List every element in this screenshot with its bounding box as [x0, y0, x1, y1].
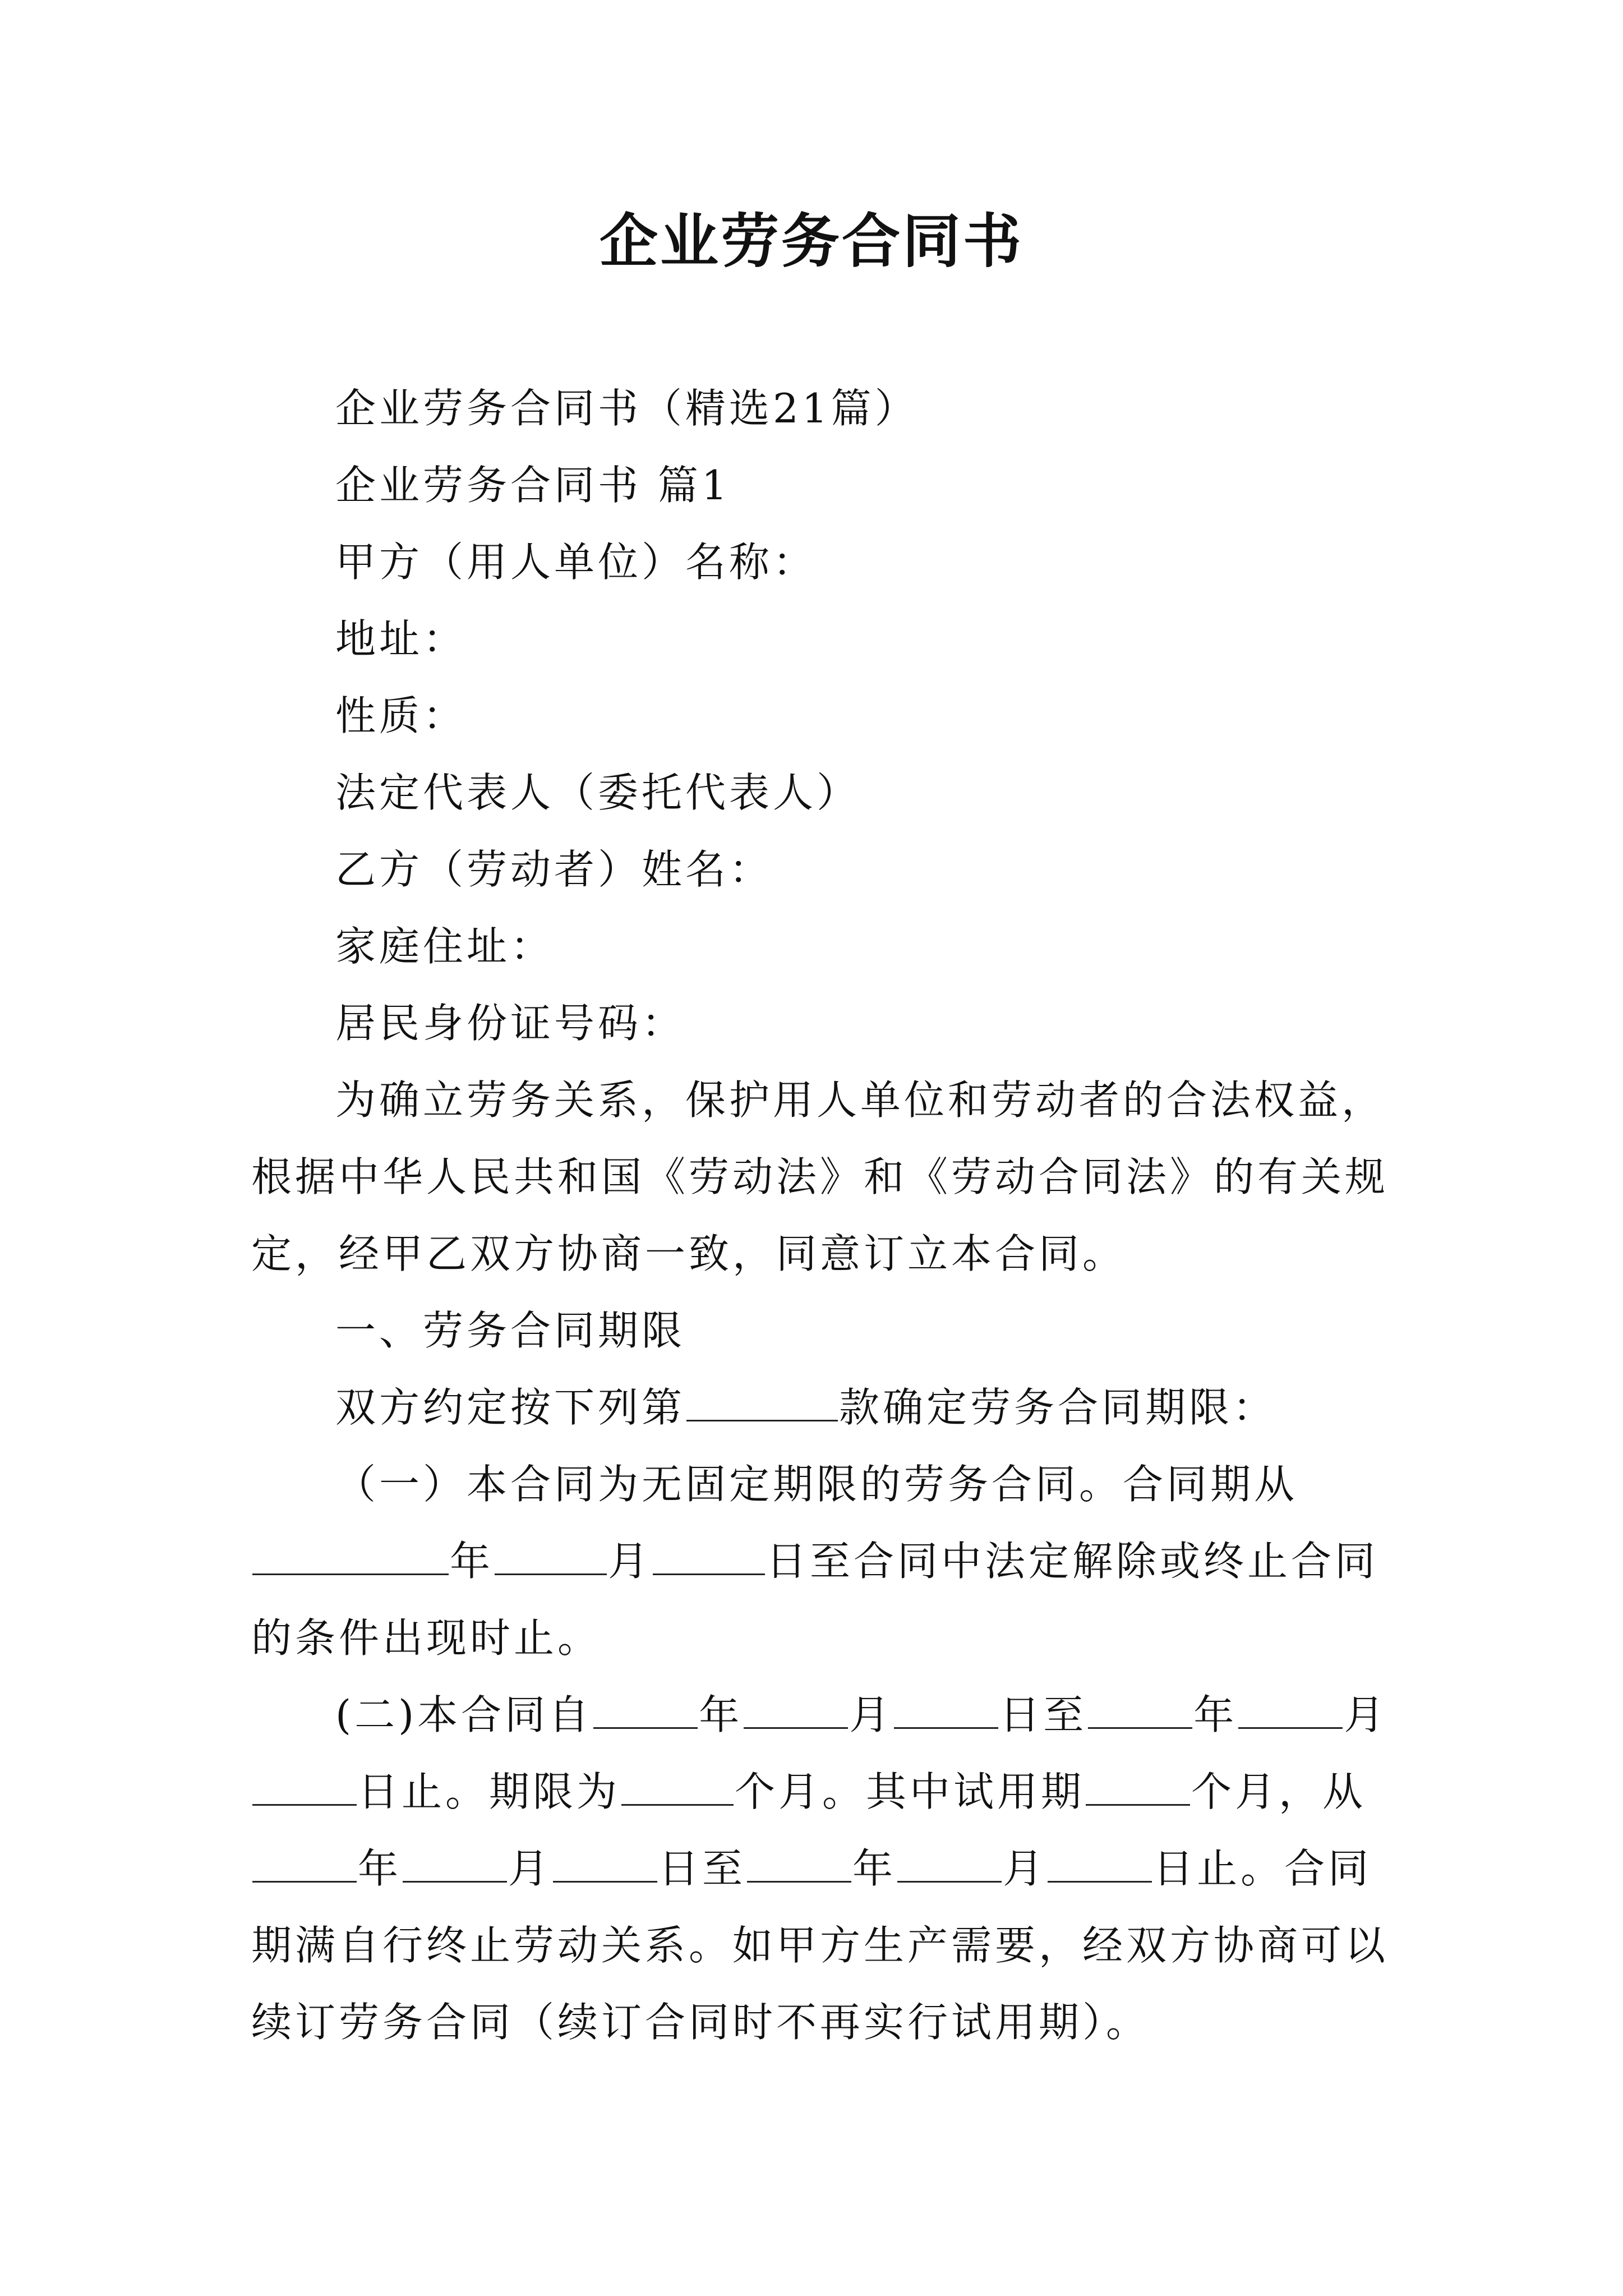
blank-field [744, 1688, 848, 1729]
blank-field [747, 1842, 851, 1883]
blank-field [252, 1842, 357, 1883]
month-label: 月 [1003, 1845, 1047, 1892]
blank-field [686, 1381, 838, 1421]
clause-1-paragraph [251, 1446, 1390, 1677]
to-label: 日至 [658, 1845, 746, 1892]
clause-2-text: (二)本合同自 [335, 1691, 593, 1738]
blank-field [403, 1842, 507, 1883]
blank-field [1088, 1688, 1192, 1729]
clause-2-paragraph [251, 1677, 1390, 2061]
nature-line: 性质： [335, 692, 467, 739]
year-label: 年 [1193, 1691, 1238, 1738]
blank-field [495, 1534, 607, 1575]
home-address-line: 家庭住址： [335, 923, 555, 970]
blank-field [894, 1688, 998, 1729]
year-label: 年 [450, 1538, 494, 1585]
blank-field [897, 1842, 1002, 1883]
party-b-name-line: 乙方（劳动者）姓名： [335, 846, 773, 893]
id-number-line: 居民身份证号码： [335, 1000, 686, 1047]
year-label: 年 [852, 1845, 897, 1892]
blank-field [653, 1534, 765, 1575]
agreement-text-end: 款确定劳务合同期限： [839, 1384, 1277, 1431]
agreement-text-start: 双方约定按下列第 [335, 1384, 686, 1431]
blank-field [252, 1765, 357, 1806]
term-agreement-paragraph [251, 1369, 1390, 1446]
year-label: 年 [699, 1691, 743, 1738]
clause-1-end-text: 日至合同中法定解除或终止合同的条件出现时止。 [251, 1538, 1379, 1662]
blank-field [553, 1842, 657, 1883]
clause-2-end-text: 日止。合同期满自行终止劳动关系。如甲方生产需要，经双方协商可以续订劳务合同（续订合同时不再实行试用期）。 [251, 1845, 1389, 2046]
subtitle-line: 企业劳务合同书（精选21篇） [335, 385, 919, 432]
party-a-name-line: 甲方（用人单位）名称： [335, 539, 817, 586]
preamble-paragraph: 为确立劳务关系，保护用人单位和劳动者的合法权益，根据中华人民共和国《劳动法》和《劳动合同法》的有关规定，经甲乙双方协商一致，同意订立本合同。 [251, 1076, 1389, 1277]
to-label: 日至 [999, 1691, 1087, 1738]
blank-field [1238, 1688, 1343, 1729]
chapter-heading: 企业劳务合同书 篇1 [335, 462, 731, 509]
blank-field [621, 1765, 734, 1806]
month-label: 月 [608, 1538, 652, 1585]
blank-field [252, 1534, 449, 1575]
blank-field [1086, 1765, 1190, 1806]
trial-text: 个月。其中试用期 [735, 1768, 1085, 1815]
document-title: 企业劳务合同书 [599, 206, 1023, 275]
document-body [251, 370, 1390, 2061]
blank-field [593, 1688, 698, 1729]
month-label: 月 [849, 1691, 893, 1738]
month-label: 月 [1344, 1691, 1388, 1738]
from-text: 个月，从 [1191, 1768, 1367, 1815]
year-label: 年 [358, 1845, 402, 1892]
month-label: 月 [508, 1845, 552, 1892]
term-text: 日止。期限为 [358, 1768, 621, 1815]
clause-1-text: （一）本合同为无固定期限的劳务合同。合同期从 [335, 1461, 1298, 1508]
address-line: 地址： [335, 615, 467, 662]
legal-representative-line: 法定代表人（委托代表人） [335, 769, 861, 816]
blank-field [1048, 1842, 1152, 1883]
section-1-heading: 一、劳务合同期限 [335, 1307, 686, 1354]
